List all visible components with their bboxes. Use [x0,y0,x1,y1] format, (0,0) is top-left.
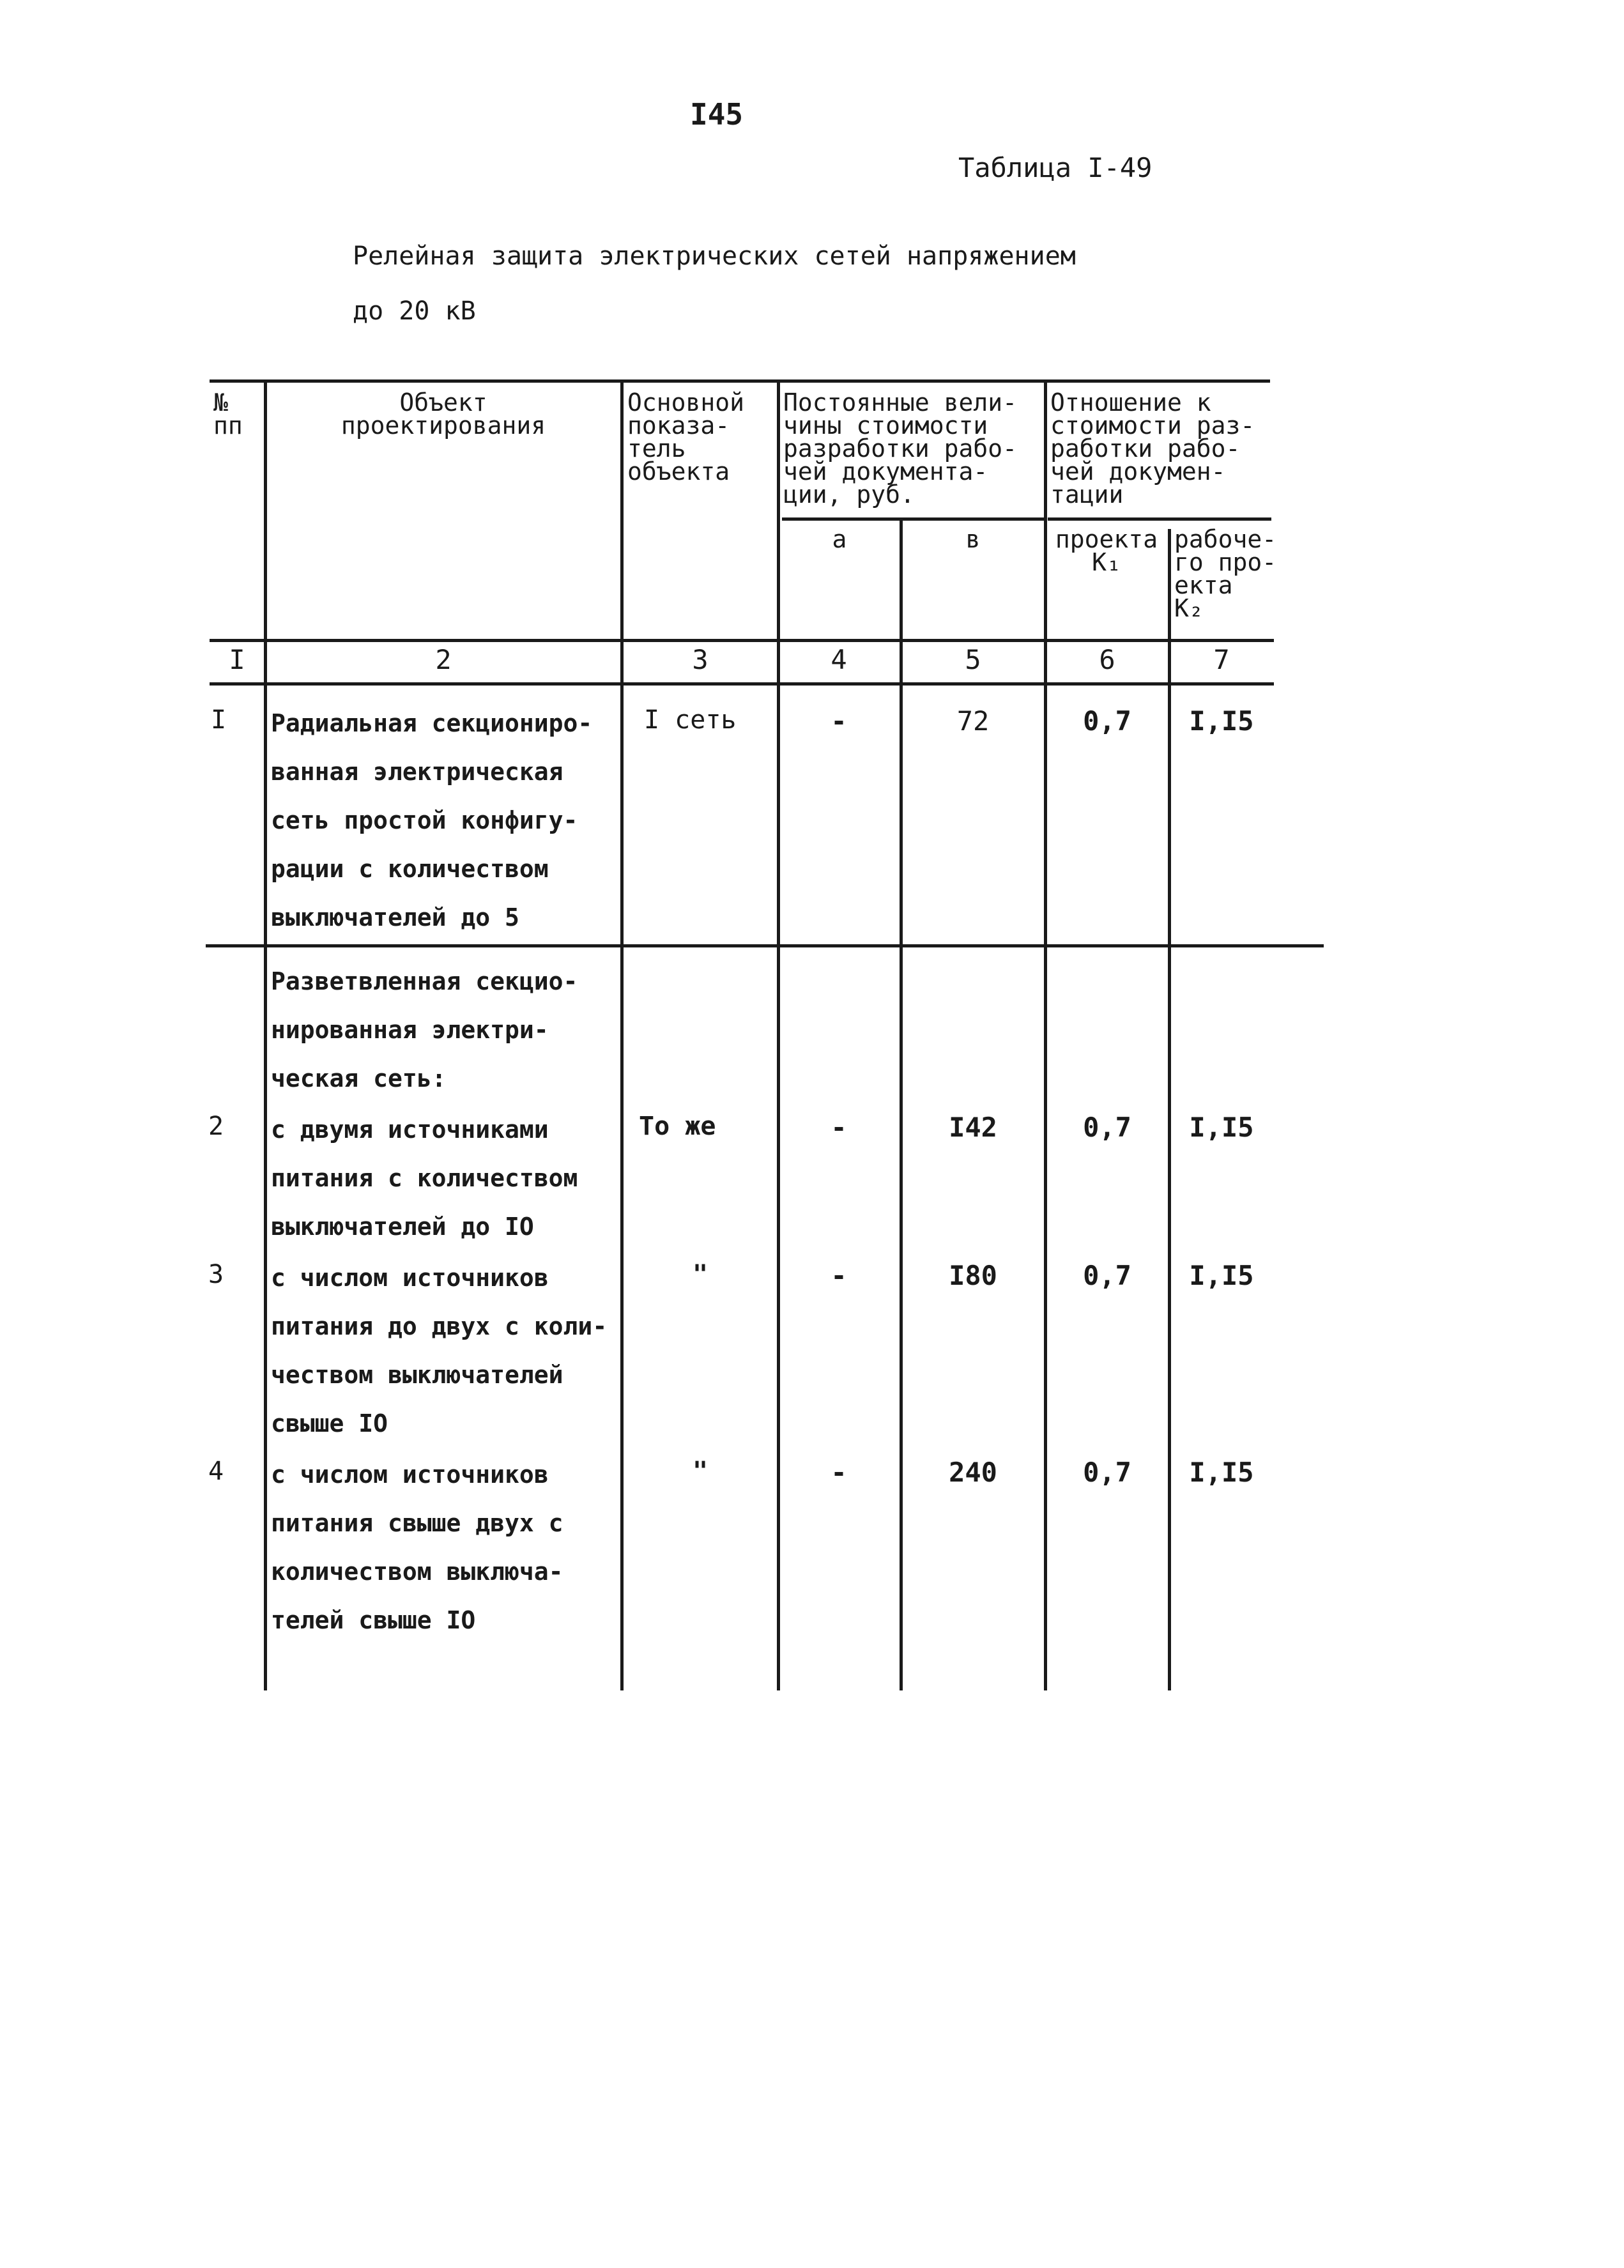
row-b: 72 [956,705,990,737]
row-k1: 0,7 [1083,1260,1131,1291]
column-number-4: 4 [831,644,847,675]
column-number-2: 2 [435,644,452,675]
header-number: № пп [213,388,243,440]
row-k2: I,I5 [1189,1112,1254,1143]
row-indicator: " [692,1260,709,1289]
row-number: 2 [208,1112,224,1141]
row-k2: I,I5 [1189,705,1254,737]
column-number-1: I [229,644,245,675]
column-number-3: 3 [692,644,709,675]
row-a: - [831,1457,847,1488]
header-object: Объект проектирования [341,388,546,440]
row-number: 4 [208,1457,224,1486]
row-k1: 0,7 [1083,1457,1131,1488]
header-b: в [965,525,981,553]
table-title: Релейная защита электрических сетей напряжением до 20 кВ [353,241,1076,326]
header-k2: рабоче- го про- екта K₂ [1174,525,1277,622]
table-label: Таблица I-49 [958,152,1153,183]
row-indicator: " [692,1457,709,1486]
header-a: а [832,525,847,553]
row-object: с двумя источниками питания с количеством выключателей до IO [271,1115,578,1241]
column-number-7: 7 [1213,644,1230,675]
row-b: 240 [949,1457,997,1488]
row-a: - [831,705,847,737]
row-b: I80 [949,1260,997,1291]
header-indicator: Основной показа- тель объекта [627,388,745,486]
column-number-6: 6 [1099,644,1115,675]
row-object: с числом источников питания до двух с коли- чеством выключателей свыше IO [271,1264,608,1437]
page-number: I45 [690,97,744,132]
row-indicator: I сеть [644,705,737,735]
row-k2: I,I5 [1189,1457,1254,1488]
row-number: I [211,705,227,735]
group-heading: Разветвленная секцио- нированная электри- ческая сеть: [271,967,578,1092]
row-k1: 0,7 [1083,1112,1131,1143]
header-ratio: Отношение к стоимости раз- работки рабо- чей докумен- тации [1050,388,1255,509]
row-number: 3 [208,1260,224,1289]
row-object: с числом источников питания свыше двух с количеством выключа- телей свыше IO [271,1460,563,1634]
row-object: Радиальная секциониро- ванная электрическая сеть простой конфигу- рации с количеством выключателей до 5 [271,709,593,931]
row-b: I42 [949,1112,997,1143]
header-k1: проекта K₁ [1055,525,1158,576]
column-number-5: 5 [965,644,981,675]
row-k2: I,I5 [1189,1260,1254,1291]
row-indicator: То же [639,1112,716,1141]
row-a: - [831,1112,847,1143]
header-constant-cost: Постоянные вели- чины стоимости разработки рабо- чей документа- ции, руб. [783,388,1018,509]
row-a: - [831,1260,847,1291]
row-k1: 0,7 [1083,705,1131,737]
